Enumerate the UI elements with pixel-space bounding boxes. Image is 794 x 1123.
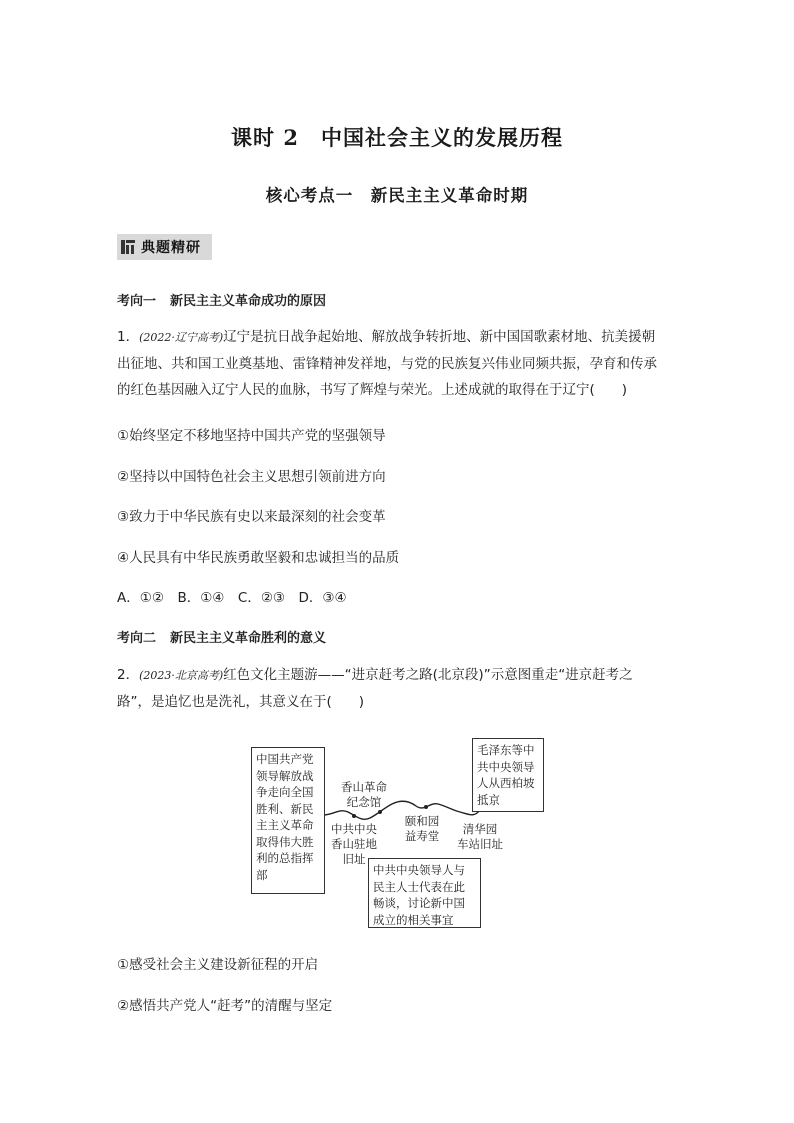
label-line: 清华园 bbox=[462, 822, 498, 836]
box-line: 成立的相关事宜 bbox=[373, 912, 454, 927]
section-title: 新民主主义革命胜利的意义 bbox=[170, 631, 327, 646]
section-title: 新民主主义革命成功的原因 bbox=[170, 294, 327, 309]
answer-choices: A．①② B．①④ C．②③ D．③④ bbox=[117, 590, 347, 606]
page-subtitle: 核心考点一 新民主主义革命时期 bbox=[265, 186, 529, 205]
label-line: 旧址 bbox=[342, 852, 366, 866]
section-heading-1 bbox=[117, 290, 326, 309]
box-line: 中国共产党 bbox=[256, 752, 314, 766]
question-2-stem bbox=[117, 662, 679, 715]
question-source: (2023·北京高考) bbox=[139, 669, 224, 682]
question-source: (2022·辽宁高考) bbox=[139, 331, 224, 344]
box-line: 畅谈，讨论新中国 bbox=[373, 896, 465, 910]
route-diagram bbox=[248, 738, 548, 930]
option-4: ④人民具有中华民族勇敢坚毅和忠诚担当的品质 bbox=[117, 550, 400, 566]
option-1: ①感受社会主义建设新征程的开启 bbox=[117, 957, 319, 973]
question-1-stem bbox=[117, 324, 679, 403]
question-number: 1． bbox=[117, 329, 140, 345]
stem-line: 出征地、共和国工业奠基地、雷锋精神发祥地，与党的民族复兴伟业同频共振，孕育和传承 bbox=[117, 356, 657, 372]
option-2: ②坚持以中国特色社会主义思想引领前进方向 bbox=[117, 469, 386, 485]
banner-label: 典题精研 bbox=[141, 240, 201, 256]
stem-line: 红色文化主题游——“进京赶考之路(北京段)”示意图重走“进京赶考之 bbox=[223, 667, 633, 683]
box-line: 中共中央领导人与 bbox=[373, 863, 465, 877]
box-line: 共中央领导 bbox=[477, 759, 535, 774]
box-line: 部 bbox=[256, 867, 268, 882]
box-line: 胜利、新民 bbox=[256, 801, 314, 816]
label-xiangshan-memorial bbox=[334, 780, 394, 810]
label-yiheyuan bbox=[398, 814, 446, 844]
info-box-headquarters bbox=[251, 747, 325, 894]
section-prefix: 考向二 bbox=[117, 631, 157, 646]
box-line: 人从西柏坡 bbox=[477, 776, 535, 790]
box-line: 利的总指挥 bbox=[256, 851, 314, 865]
label-line: 香山革命 bbox=[341, 780, 387, 794]
label-line: 颐和园 bbox=[404, 814, 440, 828]
section-banner bbox=[117, 234, 212, 260]
box-line: 领导解放战 bbox=[256, 768, 314, 783]
info-box-arrival bbox=[472, 738, 544, 812]
stem-line: 的红色基因融入辽宁人民的血脉，书写了辉煌与荣光。上述成就的取得在于辽宁( ) bbox=[117, 382, 628, 398]
box-line: 民主人士代表在此 bbox=[373, 879, 465, 894]
banner-icon bbox=[121, 240, 135, 254]
label-line: 车站旧址 bbox=[457, 837, 503, 851]
label-line: 中共中央 bbox=[331, 822, 377, 836]
info-box-meeting bbox=[368, 858, 481, 928]
section-prefix: 考向一 bbox=[117, 294, 157, 309]
stem-line: 辽宁是抗日战争起始地、解放战争转折地、新中国国歌素材地、抗美援朝 bbox=[223, 329, 656, 345]
box-line: 主主义革命 bbox=[256, 818, 314, 832]
label-line: 益寿堂 bbox=[404, 829, 440, 843]
question-number: 2． bbox=[117, 667, 140, 683]
page-title: 课时 2 中国社会主义的发展历程 bbox=[231, 125, 563, 150]
label-qinghua-station bbox=[450, 822, 510, 852]
option-3: ③致力于中华民族有史以来最深刻的社会变革 bbox=[117, 509, 386, 525]
option-2: ②感悟共产党人“赶考”的清醒与坚定 bbox=[117, 998, 333, 1014]
box-line: 抵京 bbox=[477, 792, 500, 807]
box-line: 取得伟大胜 bbox=[256, 834, 314, 849]
section-heading-2 bbox=[117, 627, 326, 646]
stem-line: 路”，是追忆也是洗礼，其意义在于( ) bbox=[117, 694, 365, 710]
label-zhonggong-site bbox=[326, 822, 382, 867]
option-1: ①始终坚定不移地坚持中国共产党的坚强领导 bbox=[117, 428, 386, 444]
label-line: 香山驻地 bbox=[331, 837, 377, 851]
label-line: 纪念馆 bbox=[346, 795, 382, 809]
box-line: 毛泽东等中 bbox=[477, 743, 535, 757]
box-line: 争走向全国 bbox=[256, 785, 314, 799]
